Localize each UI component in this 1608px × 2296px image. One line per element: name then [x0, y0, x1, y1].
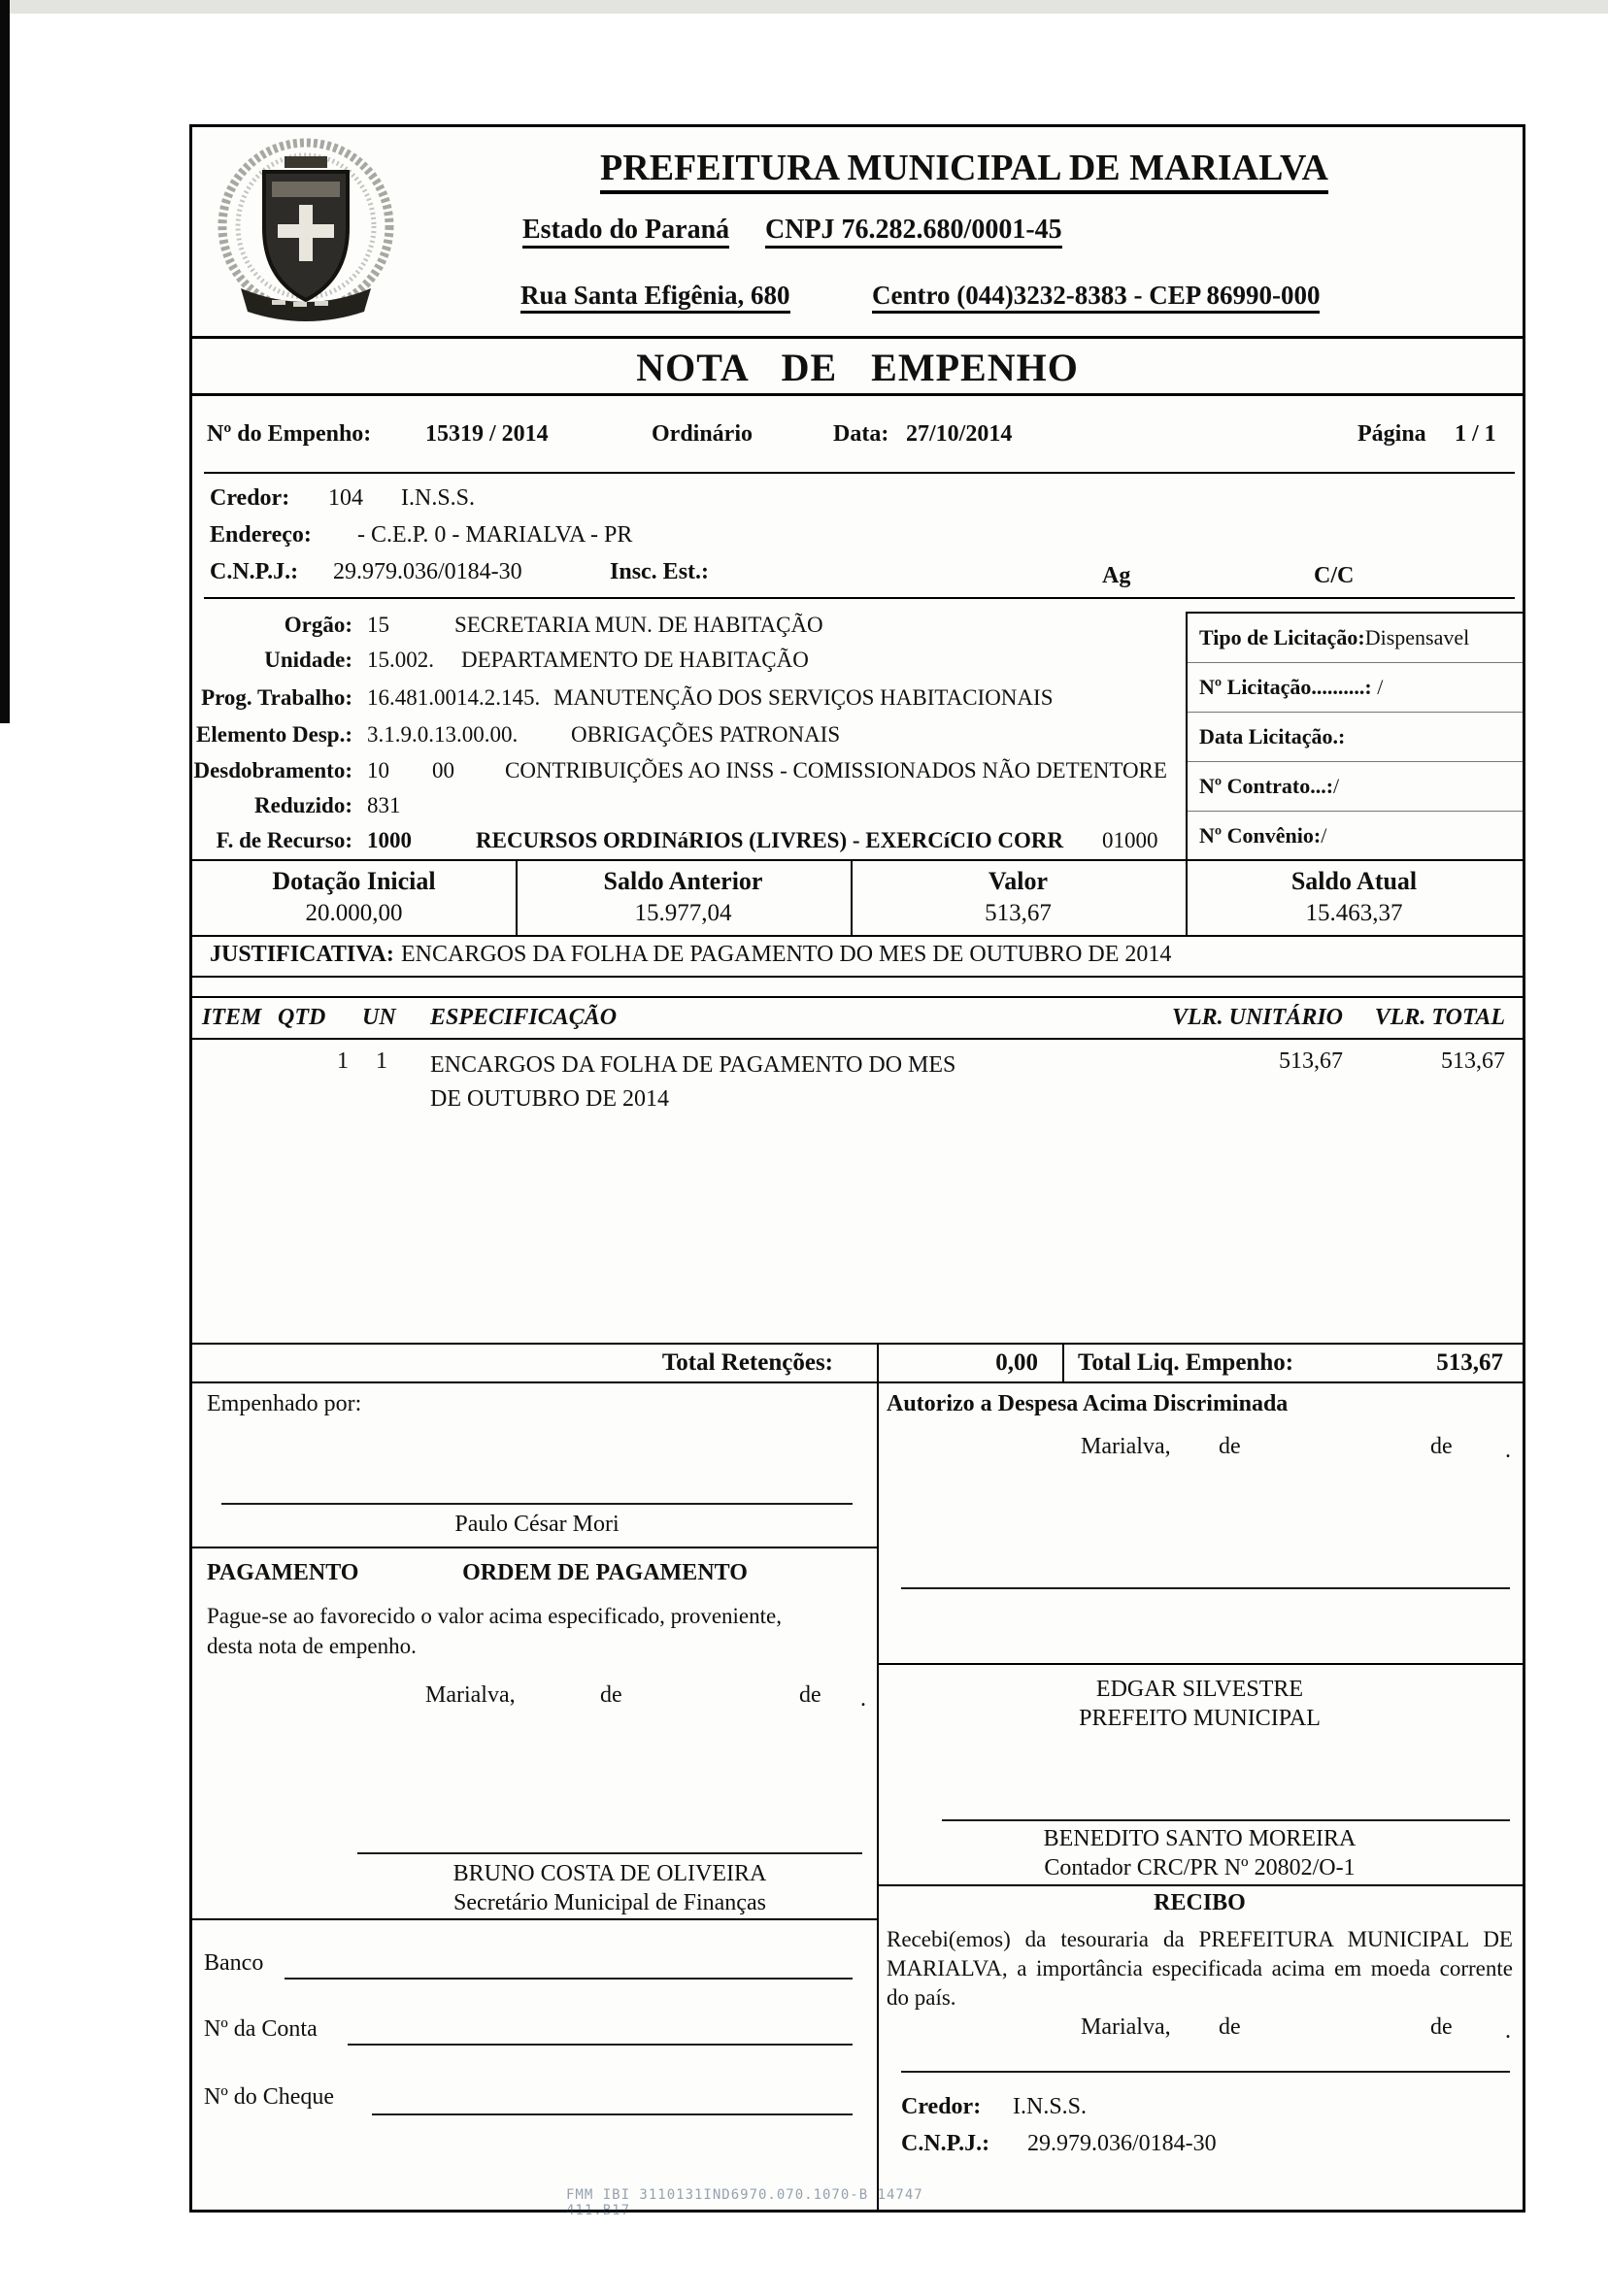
- contrato-value: /: [1333, 774, 1340, 798]
- ordem-pagamento-title: ORDEM DE PAGAMENTO: [462, 1560, 748, 1585]
- banco-line: [285, 1978, 853, 1980]
- conta-line: [348, 2044, 853, 2046]
- empenho-row: [192, 396, 1523, 472]
- prefeitura-title: [416, 147, 1513, 189]
- recibo-signature-line: [901, 2071, 1510, 2073]
- empenho-number-value: 15319 / 2014: [425, 421, 549, 447]
- totais-row: [192, 1343, 1523, 1383]
- col-especificacao-header: ESPECIFICAÇÃO: [430, 1005, 618, 1030]
- endereco-value: - C.E.P. 0 - MARIALVA - PR: [357, 522, 633, 548]
- fonte-recurso-extra: 01000: [1102, 828, 1158, 852]
- fonte-recurso-desc: RECURSOS ORDINáRIOS (LIVRES) - EXERCíCIO CORR: [476, 828, 1064, 852]
- credor-code: 104: [328, 485, 363, 511]
- total-liquido-label: Total Liq. Empenho:: [1078, 1349, 1294, 1376]
- divider: [877, 1884, 1523, 1886]
- convenio-row: [1188, 812, 1523, 861]
- elemento-label: Elemento Desp.:: [196, 722, 352, 747]
- estado-label: [522, 215, 729, 246]
- saldo-anterior-value: 15.977,04: [634, 900, 732, 926]
- empenho-number-label: Nº do Empenho:: [207, 421, 372, 447]
- date-value: 27/10/2014: [906, 421, 1013, 447]
- prefeitura-title-text: PREFEITURA MUNICIPAL DE MARIALVA: [600, 148, 1328, 194]
- total-liquido-value: 513,67: [1436, 1349, 1503, 1376]
- recibo-credor-label: Credor:: [901, 2094, 982, 2119]
- col-un-header: UN: [362, 1005, 396, 1030]
- valor-cell: [851, 859, 1186, 935]
- autorizo-signature-line: [901, 1587, 1510, 1589]
- footer-column-divider: [877, 1343, 879, 2210]
- scan-edge-artifact: [0, 0, 10, 723]
- justificativa-text: ENCARGOS DA FOLHA DE PAGAMENTO DO MES DE OUTUBRO DE 2014: [401, 942, 1172, 967]
- tipo-licitacao-value: Dispensavel: [1364, 625, 1470, 649]
- desdobramento-desc: CONTRIBUIÇÕES AO INSS - COMISSIONADOS NÃO DETENTORE: [505, 758, 1167, 782]
- saldo-atual-label: Saldo Atual: [1290, 867, 1418, 895]
- credor-block: [192, 472, 1523, 597]
- contrato-row: [1188, 762, 1523, 812]
- scan-top-smudge: [0, 0, 1608, 14]
- total-retencoes-label: Total Retenções:: [661, 1349, 833, 1376]
- dot-matrix-print-artifact: FMM IBI 3110131IND6970.070.1070-B 14747 411.B17: [566, 2187, 923, 2218]
- item-vlr-total: 513,67: [1441, 1048, 1505, 1074]
- page-label: Página: [1357, 421, 1426, 447]
- secretario-signature-line: [357, 1852, 862, 1854]
- valor-label: Valor: [988, 867, 1049, 895]
- de-label: de: [1219, 1434, 1241, 1459]
- prog-trabalho-code: 16.481.0014.2.145.: [367, 685, 541, 710]
- empenhado-nome: Paulo César Mori: [454, 1512, 620, 1537]
- saldo-atual-value: 15.463,37: [1305, 900, 1403, 926]
- col-item-header: ITEM: [202, 1005, 262, 1030]
- desdobramento-code2: 00: [432, 758, 454, 782]
- contador-signature-line: [942, 1819, 1510, 1821]
- credor-label: Credor:: [210, 485, 290, 511]
- cidade-label: Marialva,: [425, 1682, 516, 1708]
- dotacao-inicial-label: Dotação Inicial: [272, 867, 436, 895]
- data-licitacao-label: Data Licitação.:: [1199, 724, 1346, 749]
- recibo-title: RECIBO: [1154, 1890, 1246, 1915]
- reduzido-label: Reduzido:: [254, 793, 352, 817]
- period-mark: .: [860, 1686, 866, 1712]
- elemento-desc: OBRIGAÇÕES PATRONAIS: [571, 722, 841, 747]
- divider: [192, 1918, 877, 1920]
- reduzido-code: 831: [367, 793, 401, 817]
- dotacao-inicial-cell: [192, 859, 516, 935]
- prog-trabalho-label: Prog. Trabalho:: [201, 685, 352, 710]
- conta-corrente-label: C/C: [1314, 563, 1355, 588]
- unidade-desc: DEPARTAMENTO DE HABITAÇÃO: [461, 648, 809, 672]
- justificativa-row: [192, 935, 1523, 976]
- endereco-label: Endereço:: [210, 522, 312, 548]
- ordem-pagamento-text: Pague-se ao favorecido o valor acima especificado, proveniente, desta nota de empenho.: [207, 1604, 782, 1659]
- document-header: [192, 127, 1523, 336]
- cnpj-value: 29.979.036/0184-30: [333, 559, 522, 584]
- cnpj-label: C.N.P.J.:: [210, 559, 299, 584]
- num-conta-label: Nº da Conta: [204, 2016, 318, 2042]
- col-vlr-unitario-header: VLR. UNITÁRIO: [1171, 1005, 1343, 1030]
- cnpj-header: [765, 215, 1062, 246]
- totais-divider: [1062, 1343, 1064, 1383]
- unidade-label: Unidade:: [264, 648, 352, 672]
- endereco-header: [520, 281, 790, 311]
- recibo-cnpj-label: C.N.P.J.:: [901, 2131, 990, 2156]
- de-label: de: [1430, 2014, 1453, 2040]
- convenio-value: /: [1321, 823, 1327, 848]
- recibo-credor-nome: I.N.S.S.: [1013, 2094, 1088, 2119]
- orgao-label: Orgão:: [284, 613, 352, 637]
- item-especificacao: ENCARGOS DA FOLHA DE PAGAMENTO DO MES DE OUTUBRO DE 2014: [430, 1052, 956, 1112]
- saldo-atual-cell: [1186, 859, 1523, 935]
- itens-body: [192, 1040, 1523, 1343]
- divider: [877, 1663, 1523, 1665]
- contador-nome: BENEDITO SANTO MOREIRA: [1043, 1826, 1357, 1851]
- de-label: de: [1430, 1434, 1453, 1459]
- num-cheque-label: Nº do Cheque: [204, 2084, 335, 2110]
- de-label: de: [600, 1682, 622, 1708]
- pagamento-label: PAGAMENTO: [207, 1560, 359, 1585]
- data-licitacao-row: [1188, 713, 1523, 762]
- orgao-code: 15: [367, 613, 389, 637]
- credor-name: I.N.S.S.: [401, 485, 476, 511]
- num-licitacao-row: [1188, 663, 1523, 713]
- cidade-label: Marialva,: [1081, 2014, 1171, 2040]
- estado-text: Estado do Paraná: [522, 215, 729, 249]
- item-qtd: 1: [376, 1048, 387, 1074]
- empenhado-por-label: Empenhado por:: [207, 1391, 362, 1416]
- doc-title-band: [192, 336, 1523, 396]
- period-mark: .: [1505, 2018, 1511, 2044]
- justificativa-label: JUSTIFICATIVA:: [210, 942, 394, 967]
- valor-value: 513,67: [985, 900, 1052, 926]
- prefeito-cargo: PREFEITO MUNICIPAL: [1079, 1706, 1321, 1731]
- convenio-label: Nº Convênio:: [1199, 823, 1322, 848]
- endereco-header-2: [872, 281, 1320, 311]
- endereco-header-text: Rua Santa Efigênia, 680: [520, 281, 790, 314]
- item-vlr-unitario: 513,67: [1279, 1048, 1343, 1074]
- empenho-type: Ordinário: [652, 421, 754, 447]
- orgao-desc: SECRETARIA MUN. DE HABITAÇÃO: [454, 613, 823, 637]
- recibo-cnpj-value: 29.979.036/0184-30: [1027, 2131, 1217, 2156]
- banco-label: Banco: [204, 1950, 264, 1976]
- nota-de-empenho-document: [189, 124, 1525, 2218]
- itens-header-band: [192, 996, 1523, 1040]
- col-qtd-header: QTD: [278, 1005, 326, 1030]
- cidade-label: Marialva,: [1081, 1434, 1171, 1459]
- dotacao-inicial-value: 20.000,00: [305, 900, 403, 926]
- de-label: de: [1219, 2014, 1241, 2040]
- contrato-label: Nº Contrato...:: [1199, 774, 1334, 798]
- fonte-recurso-code: 1000: [367, 828, 412, 852]
- prog-trabalho-desc: MANUTENÇÃO DOS SERVIÇOS HABITACIONAIS: [553, 685, 1054, 710]
- divider: [192, 1547, 877, 1548]
- num-licitacao-value: /: [1377, 675, 1384, 699]
- saldo-anterior-cell: [516, 859, 851, 935]
- endereco-header-2-text: Centro (044)3232-8383 - CEP 86990-000: [872, 281, 1320, 314]
- unidade-code: 15.002.: [367, 648, 434, 672]
- de-label: de: [799, 1682, 821, 1708]
- saldo-anterior-label: Saldo Anterior: [603, 867, 763, 895]
- recibo-text: Recebi(emos) da tesouraria da PREFEITURA MUNICIPAL DE MARIALVA, a importância especificada acima em moeda corrente do país.: [887, 1927, 1513, 2010]
- desdobramento-label: Desdobramento:: [193, 758, 352, 782]
- divider: [192, 976, 1523, 978]
- insc-est-label: Insc. Est.:: [610, 559, 710, 584]
- period-mark: .: [1505, 1438, 1511, 1463]
- secretario-nome: BRUNO COSTA DE OLIVEIRA: [452, 1861, 767, 1886]
- num-licitacao-label: Nº Licitação..........:: [1199, 675, 1372, 699]
- item-number: 1: [337, 1048, 349, 1074]
- empenhado-signature-line: [221, 1503, 853, 1505]
- prefeito-nome: EDGAR SILVESTRE: [1095, 1677, 1304, 1702]
- secretario-cargo: Secretário Municipal de Finanças: [453, 1890, 766, 1915]
- fonte-recurso-label: F. de Recurso:: [216, 828, 352, 852]
- page-value: 1 / 1: [1455, 421, 1496, 447]
- autorizo-title: Autorizo a Despesa Acima Discriminada: [887, 1391, 1289, 1416]
- tipo-licitacao-row: [1188, 614, 1523, 663]
- cheque-line: [372, 2113, 853, 2115]
- cnpj-header-text: CNPJ 76.282.680/0001-45: [765, 215, 1062, 249]
- total-retencoes-value: 0,00: [995, 1349, 1038, 1376]
- contador-cargo: Contador CRC/PR Nº 20802/O-1: [1044, 1855, 1356, 1880]
- desdobramento-code: 10: [367, 758, 389, 782]
- municipal-coat-of-arms: [214, 135, 398, 327]
- doc-title: NOTA DE EMPENHO: [636, 346, 1079, 389]
- agencia-label: Ag: [1102, 563, 1131, 588]
- elemento-code: 3.1.9.0.13.00.00.: [367, 722, 519, 747]
- tipo-licitacao-label: Tipo de Licitação:: [1199, 625, 1365, 649]
- date-label: Data:: [833, 421, 889, 447]
- licitacao-box: [1186, 612, 1523, 859]
- col-vlr-total-header: VLR. TOTAL: [1374, 1005, 1505, 1030]
